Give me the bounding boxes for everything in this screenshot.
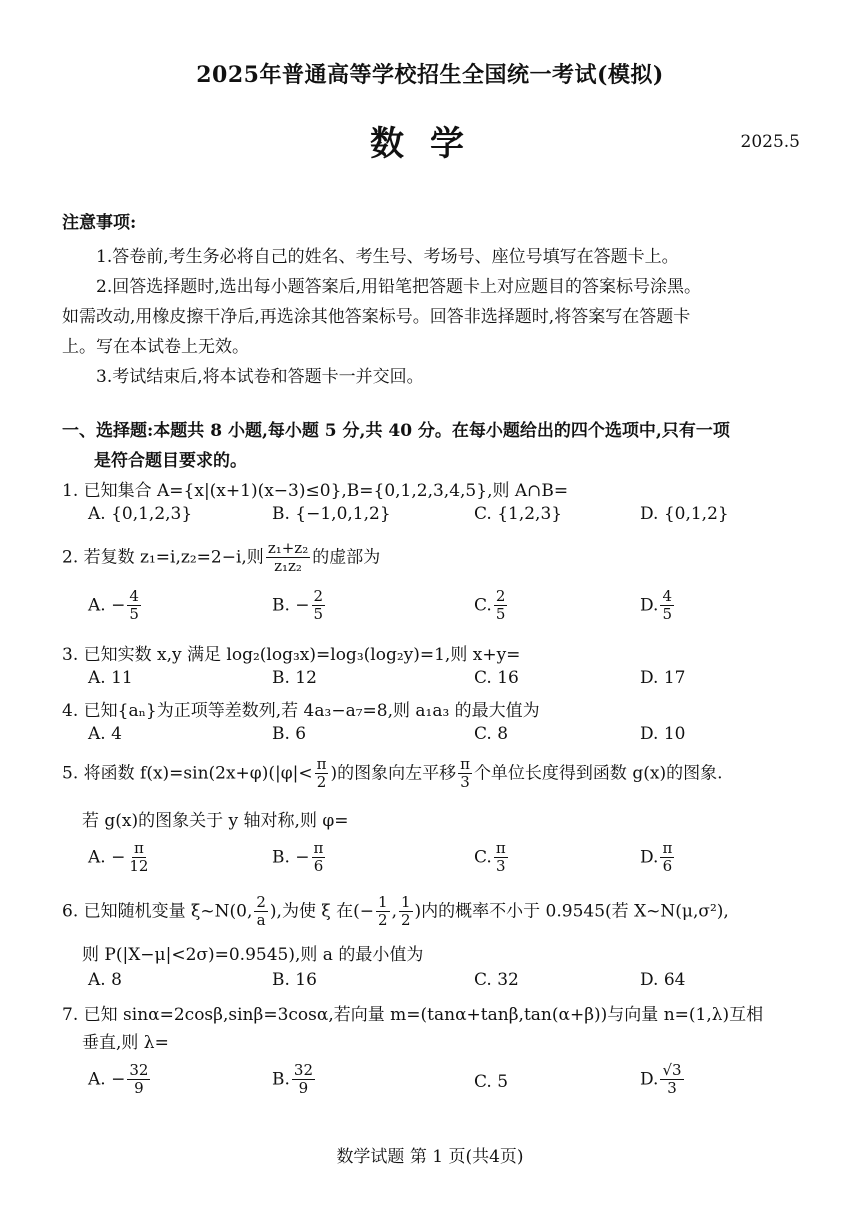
fraction-den: 5 [662,605,672,624]
question-2-fraction [266,540,310,576]
fraction-num: 4 [129,587,139,605]
fraction-num: 1 [400,893,411,911]
fraction-den: a [256,911,266,930]
question-2-fraction-den: z₁z₂ [274,557,302,576]
question-6-fraction-1 [254,894,268,930]
question-3-stem: 3. 已知实数 x,y 满足 log₂(log₃x)=log₃(log₂y)=1,则 x+y= [62,645,521,665]
option-fraction [312,840,326,876]
fraction-den: 9 [298,1079,309,1098]
question-1-option-a: A. {0,1,2,3} [88,504,193,524]
question-3-option-b: B. 12 [272,668,317,688]
fraction-num: 1 [378,893,388,911]
fraction-num: π [662,839,673,857]
question-4-option-a: A. 4 [88,724,122,744]
notice-item-3: 3.考试结束后,将本试卷和答题卡一并交回。 [96,367,424,387]
question-1-option-c: C. {1,2,3} [474,504,563,524]
notice-heading: 注意事项: [62,213,137,233]
question-2-fraction-num: z₁+z₂ [267,539,309,557]
option-fraction [292,1062,315,1098]
option-label: D. [640,595,659,616]
fraction-num: √3 [662,1061,682,1079]
fraction-den: 3 [460,773,470,792]
question-5-stem-line-2: 若 g(x)的图象关于 y 轴对称,则 φ= [82,811,349,831]
fraction-num: π [313,839,324,857]
notice-item-2-line-1: 2.回答选择题时,选出每小题答案后,用铅笔把答题卡上对应题目的答案标号涂黑。 [96,277,702,297]
option-fraction [494,588,508,624]
question-2-stem-post: 的虚部为 [312,547,381,568]
fraction-den: 2 [316,773,327,792]
fraction-num: 4 [662,587,672,605]
question-5-stem-pre: 5. 将函数 f(x)=sin(2x+φ)(|φ|< [62,763,313,784]
section-1-heading-cont: 是符合题目要求的。 [94,451,247,471]
question-6-fraction-2 [376,894,390,930]
option-fraction [127,588,141,624]
question-4-option-b: B. 6 [272,724,307,744]
option-label: A. − [88,595,126,616]
question-2-option-d [640,588,676,624]
question-2-option-c [474,588,509,624]
question-5-stem-post: 个单位长度得到函数 g(x)的图象. [473,763,723,784]
option-fraction [127,840,150,876]
option-fraction [660,588,674,624]
notice-item-1: 1.答卷前,考生务必将自己的姓名、考生号、考场号、座位号填写在答题卡上。 [96,247,679,267]
question-4-option-c: C. 8 [474,724,509,744]
question-6-stem-line-2: 则 P(|X−μ|<2σ)=0.9545),则 a 的最小值为 [82,945,424,965]
question-5-option-c [474,840,510,876]
question-5-stem-mid: )的图象向左平移 [330,763,457,784]
question-5-option-a [88,840,152,876]
question-7-option-c: C. 5 [474,1072,509,1092]
exam-title: 2025年普通高等学校招生全国统一考试(模拟) [196,62,664,88]
option-fraction [494,840,508,876]
question-5-option-b [272,840,327,876]
question-4-stem: 4. 已知{aₙ}为正项等差数列,若 4a₃−a₇=8,则 a₁a₃ 的最大值为 [62,701,540,721]
subject-title: 数学 [370,124,490,164]
fraction-num: 2 [313,587,324,605]
fraction-den: 5 [313,605,324,624]
question-7-option-a [88,1062,152,1098]
question-4-option-d: D. 10 [640,724,686,744]
notice-item-2-line-2: 如需改动,用橡皮擦干净后,再选涂其他答案标号。回答非选择题时,将答案写在答题卡 [62,307,691,327]
question-6-option-a: A. 8 [88,970,122,990]
option-label: B. − [272,595,310,616]
question-2-stem-pre: 2. 若复数 z₁=i,z₂=2−i,则 [62,547,264,568]
question-5-fraction-1 [315,756,329,792]
fraction-num: 2 [495,587,506,605]
question-6-fraction-3 [399,894,413,930]
fraction-num: 2 [256,893,266,911]
question-6-stem-pre: 6. 已知随机变量 ξ~N(0, [62,901,253,922]
option-label: C. [474,595,492,616]
question-7-stem-line-2: 垂直,则 λ= [82,1033,169,1053]
fraction-den: 2 [378,911,388,930]
question-3-option-d: D. 17 [640,668,686,688]
question-7-option-b [272,1062,317,1098]
question-6-stem-mid: ),为使 ξ 在(− [269,901,375,922]
option-fraction [660,1062,683,1098]
fraction-num: π [133,839,144,857]
question-6-option-b: B. 16 [272,970,317,990]
fraction-num: 32 [293,1061,313,1079]
option-label: B. − [272,847,310,868]
question-7-stem: 7. 已知 sinα=2cosβ,sinβ=3cosα,若向量 m=(tanα+tanβ,tan(α+β))与向量 n=(1,λ)互相 [62,1005,764,1025]
fraction-num: 32 [129,1061,149,1079]
fraction-den: 12 [129,857,149,876]
question-5-fraction-2 [458,756,472,792]
option-label: A. − [88,1069,126,1090]
question-6-option-d: D. 64 [640,970,686,990]
question-6-option-c: C. 32 [474,970,519,990]
question-5-stem [62,756,722,792]
option-fraction [127,1062,150,1098]
question-6-stem [62,894,729,930]
question-3-option-a: A. 11 [88,668,133,688]
fraction-den: 2 [400,911,411,930]
question-7-option-d [640,1062,686,1098]
question-1-option-d: D. {0,1,2} [640,504,729,524]
fraction-den: 3 [495,857,506,876]
fraction-den: 6 [313,857,324,876]
option-label: B. [272,1069,290,1090]
fraction-num: π [460,755,470,773]
question-6-stem-mid-2: , [391,901,397,922]
question-1-option-b: B. {−1,0,1,2} [272,504,391,524]
notice-item-2-line-3: 上。写在本试卷上无效。 [62,337,249,357]
exam-date: 2025.5 [740,132,800,152]
fraction-den: 6 [662,857,673,876]
option-label: D. [640,847,659,868]
question-1-stem: 1. 已知集合 A={x|(x+1)(x−3)≤0},B={0,1,2,3,4,5},则 A∩B= [62,481,569,501]
fraction-den: 3 [667,1079,677,1098]
option-label: D. [640,1069,659,1090]
question-5-option-d [640,840,676,876]
option-label: C. [474,847,492,868]
option-fraction [660,840,674,876]
fraction-den: 5 [129,605,139,624]
fraction-num: π [316,755,327,773]
option-fraction [312,588,326,624]
question-2-option-a [88,588,143,624]
section-1-heading: 一、选择题:本题共 8 小题,每小题 5 分,共 40 分。在每小题给出的四个选项中,只有一项 [62,421,730,441]
fraction-den: 5 [495,605,506,624]
fraction-num: π [495,839,506,857]
option-label: A. − [88,847,126,868]
question-3-option-c: C. 16 [474,668,519,688]
question-6-stem-post: )内的概率不小于 0.9545(若 X~N(μ,σ²), [414,901,729,922]
page-footer: 数学试题 第 1 页(共4页) [336,1147,524,1167]
question-2-option-b [272,588,327,624]
question-2-stem [62,540,380,576]
fraction-den: 9 [134,1079,144,1098]
